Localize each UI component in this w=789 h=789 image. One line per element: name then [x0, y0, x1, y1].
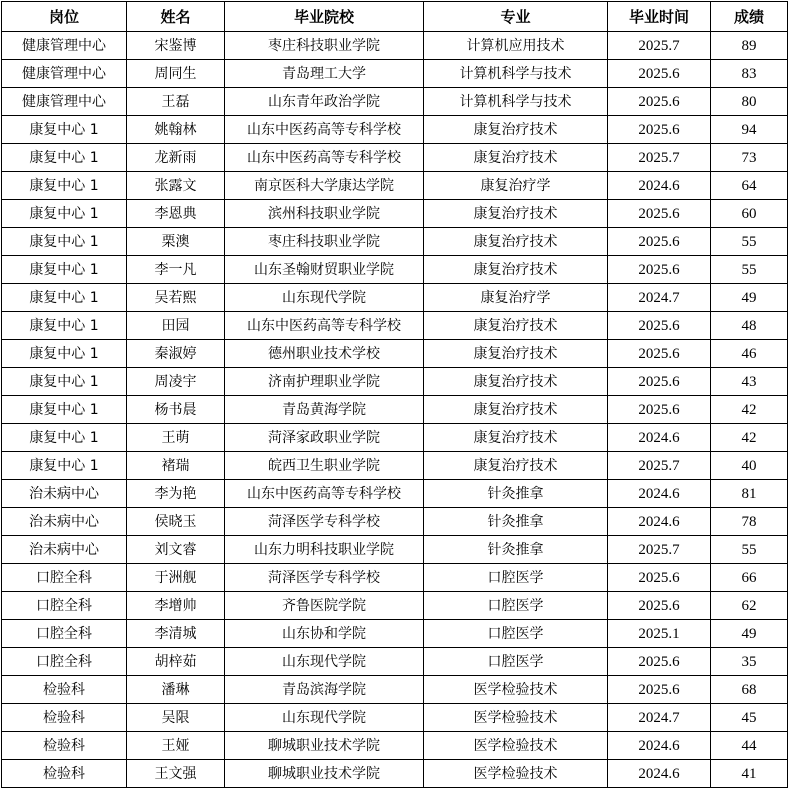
cell-score: 94	[711, 116, 788, 144]
cell-position: 康复中心 1	[2, 144, 127, 172]
cell-school: 山东青年政治学院	[225, 88, 424, 116]
cell-school: 山东中医药高等专科学校	[225, 144, 424, 172]
cell-major: 医学检验技术	[424, 760, 608, 788]
cell-major: 康复治疗学	[424, 284, 608, 312]
table-row	[2, 564, 788, 592]
cell-score: 42	[711, 396, 788, 424]
table-row	[2, 200, 788, 228]
cell-school: 德州职业技术学校	[225, 340, 424, 368]
cell-school: 山东中医药高等专科学校	[225, 312, 424, 340]
cell-position: 健康管理中心	[2, 32, 127, 60]
cell-position: 治未病中心	[2, 480, 127, 508]
cell-graduation-date: 2024.7	[608, 704, 711, 732]
cell-name: 栗澳	[127, 228, 225, 256]
cell-position: 检验科	[2, 676, 127, 704]
cell-school: 南京医科大学康达学院	[225, 172, 424, 200]
cell-graduation-date: 2025.6	[608, 116, 711, 144]
cell-school: 皖西卫生职业学院	[225, 452, 424, 480]
cell-position: 康复中心 1	[2, 284, 127, 312]
cell-position: 康复中心 1	[2, 116, 127, 144]
cell-score: 81	[711, 480, 788, 508]
cell-graduation-date: 2025.7	[608, 452, 711, 480]
cell-name: 周凌宇	[127, 368, 225, 396]
table-row	[2, 704, 788, 732]
cell-score: 49	[711, 620, 788, 648]
cell-score: 41	[711, 760, 788, 788]
cell-score: 42	[711, 424, 788, 452]
cell-major: 康复治疗技术	[424, 340, 608, 368]
cell-major: 计算机应用技术	[424, 32, 608, 60]
header-school: 毕业院校	[225, 2, 424, 32]
table-row	[2, 284, 788, 312]
cell-graduation-date: 2025.6	[608, 340, 711, 368]
cell-score: 35	[711, 648, 788, 676]
table-row	[2, 32, 788, 60]
table-row	[2, 256, 788, 284]
cell-major: 口腔医学	[424, 564, 608, 592]
cell-name: 吴若熙	[127, 284, 225, 312]
header-score: 成绩	[711, 2, 788, 32]
cell-score: 62	[711, 592, 788, 620]
cell-position: 康复中心 1	[2, 396, 127, 424]
cell-school: 齐鲁医院学院	[225, 592, 424, 620]
table-row	[2, 536, 788, 564]
cell-major: 康复治疗技术	[424, 200, 608, 228]
table-row	[2, 508, 788, 536]
cell-name: 褚瑞	[127, 452, 225, 480]
cell-school: 聊城职业技术学院	[225, 732, 424, 760]
cell-position: 口腔全科	[2, 648, 127, 676]
table-row	[2, 60, 788, 88]
header-row	[2, 2, 788, 32]
cell-name: 刘文睿	[127, 536, 225, 564]
cell-graduation-date: 2025.6	[608, 368, 711, 396]
cell-score: 64	[711, 172, 788, 200]
cell-major: 康复治疗技术	[424, 452, 608, 480]
cell-major: 口腔医学	[424, 592, 608, 620]
table-row	[2, 732, 788, 760]
table-row	[2, 144, 788, 172]
cell-score: 78	[711, 508, 788, 536]
cell-name: 吴限	[127, 704, 225, 732]
cell-graduation-date: 2024.6	[608, 508, 711, 536]
cell-position: 康复中心 1	[2, 368, 127, 396]
table-row	[2, 452, 788, 480]
cell-name: 李为艳	[127, 480, 225, 508]
cell-name: 侯晓玉	[127, 508, 225, 536]
cell-score: 45	[711, 704, 788, 732]
cell-position: 治未病中心	[2, 508, 127, 536]
cell-graduation-date: 2025.6	[608, 676, 711, 704]
cell-major: 康复治疗技术	[424, 396, 608, 424]
cell-school: 山东现代学院	[225, 648, 424, 676]
cell-position: 口腔全科	[2, 620, 127, 648]
cell-name: 胡梓茹	[127, 648, 225, 676]
table-row	[2, 620, 788, 648]
cell-position: 健康管理中心	[2, 88, 127, 116]
cell-position: 康复中心 1	[2, 172, 127, 200]
cell-position: 康复中心 1	[2, 340, 127, 368]
table-row	[2, 312, 788, 340]
cell-school: 菏泽家政职业学院	[225, 424, 424, 452]
cell-school: 青岛理工大学	[225, 60, 424, 88]
table-row	[2, 480, 788, 508]
cell-position: 康复中心 1	[2, 200, 127, 228]
cell-position: 康复中心 1	[2, 228, 127, 256]
cell-graduation-date: 2024.6	[608, 480, 711, 508]
cell-score: 46	[711, 340, 788, 368]
cell-school: 山东现代学院	[225, 284, 424, 312]
cell-name: 田园	[127, 312, 225, 340]
cell-position: 康复中心 1	[2, 256, 127, 284]
cell-graduation-date: 2025.6	[608, 592, 711, 620]
cell-score: 55	[711, 536, 788, 564]
cell-school: 山东中医药高等专科学校	[225, 116, 424, 144]
cell-graduation-date: 2024.6	[608, 760, 711, 788]
cell-major: 康复治疗技术	[424, 424, 608, 452]
cell-score: 80	[711, 88, 788, 116]
cell-major: 康复治疗技术	[424, 144, 608, 172]
table-row	[2, 368, 788, 396]
cell-school: 菏泽医学专科学校	[225, 508, 424, 536]
cell-graduation-date: 2024.7	[608, 284, 711, 312]
table-row	[2, 340, 788, 368]
header-name: 姓名	[127, 2, 225, 32]
cell-position: 口腔全科	[2, 564, 127, 592]
cell-graduation-date: 2024.6	[608, 424, 711, 452]
cell-school: 山东圣翰财贸职业学院	[225, 256, 424, 284]
cell-score: 60	[711, 200, 788, 228]
cell-graduation-date: 2025.7	[608, 536, 711, 564]
cell-graduation-date: 2025.1	[608, 620, 711, 648]
cell-graduation-date: 2025.6	[608, 312, 711, 340]
cell-score: 89	[711, 32, 788, 60]
cell-graduation-date: 2025.6	[608, 60, 711, 88]
cell-score: 43	[711, 368, 788, 396]
cell-position: 健康管理中心	[2, 60, 127, 88]
cell-position: 检验科	[2, 704, 127, 732]
table-row	[2, 676, 788, 704]
table-row	[2, 172, 788, 200]
cell-name: 宋鉴博	[127, 32, 225, 60]
cell-name: 姚翰林	[127, 116, 225, 144]
cell-school: 山东中医药高等专科学校	[225, 480, 424, 508]
cell-name: 李清城	[127, 620, 225, 648]
cell-school: 枣庄科技职业学院	[225, 32, 424, 60]
cell-score: 55	[711, 256, 788, 284]
cell-name: 秦淑婷	[127, 340, 225, 368]
table-row	[2, 116, 788, 144]
table-row	[2, 648, 788, 676]
cell-score: 55	[711, 228, 788, 256]
cell-graduation-date: 2025.6	[608, 564, 711, 592]
cell-name: 王萌	[127, 424, 225, 452]
cell-major: 口腔医学	[424, 648, 608, 676]
cell-score: 83	[711, 60, 788, 88]
cell-score: 73	[711, 144, 788, 172]
cell-school: 聊城职业技术学院	[225, 760, 424, 788]
cell-major: 康复治疗技术	[424, 116, 608, 144]
table-row	[2, 228, 788, 256]
cell-name: 于洲舰	[127, 564, 225, 592]
cell-school: 青岛黄海学院	[225, 396, 424, 424]
cell-position: 康复中心 1	[2, 424, 127, 452]
cell-score: 48	[711, 312, 788, 340]
cell-position: 口腔全科	[2, 592, 127, 620]
cell-major: 口腔医学	[424, 620, 608, 648]
cell-name: 王文强	[127, 760, 225, 788]
cell-name: 龙新雨	[127, 144, 225, 172]
cell-graduation-date: 2025.6	[608, 648, 711, 676]
cell-name: 李增帅	[127, 592, 225, 620]
cell-graduation-date: 2024.6	[608, 732, 711, 760]
cell-graduation-date: 2025.6	[608, 396, 711, 424]
cell-school: 山东力明科技职业学院	[225, 536, 424, 564]
table-row	[2, 396, 788, 424]
cell-graduation-date: 2025.7	[608, 32, 711, 60]
cell-name: 张露文	[127, 172, 225, 200]
cell-score: 40	[711, 452, 788, 480]
header-graduation-date: 毕业时间	[608, 2, 711, 32]
cell-name: 李一凡	[127, 256, 225, 284]
cell-graduation-date: 2025.6	[608, 256, 711, 284]
cell-position: 康复中心 1	[2, 452, 127, 480]
cell-major: 医学检验技术	[424, 704, 608, 732]
cell-school: 青岛滨海学院	[225, 676, 424, 704]
cell-position: 康复中心 1	[2, 312, 127, 340]
cell-position: 检验科	[2, 732, 127, 760]
cell-score: 44	[711, 732, 788, 760]
cell-graduation-date: 2025.6	[608, 88, 711, 116]
cell-major: 针灸推拿	[424, 508, 608, 536]
table-row	[2, 424, 788, 452]
cell-name: 杨书晨	[127, 396, 225, 424]
cell-major: 康复治疗技术	[424, 368, 608, 396]
header-position: 岗位	[2, 2, 127, 32]
cell-position: 治未病中心	[2, 536, 127, 564]
cell-major: 针灸推拿	[424, 480, 608, 508]
cell-score: 68	[711, 676, 788, 704]
cell-major: 医学检验技术	[424, 732, 608, 760]
table-row	[2, 760, 788, 788]
cell-major: 计算机科学与技术	[424, 60, 608, 88]
cell-major: 医学检验技术	[424, 676, 608, 704]
cell-graduation-date: 2025.6	[608, 200, 711, 228]
cell-major: 康复治疗技术	[424, 256, 608, 284]
cell-major: 康复治疗学	[424, 172, 608, 200]
cell-score: 66	[711, 564, 788, 592]
cell-major: 针灸推拿	[424, 536, 608, 564]
cell-major: 康复治疗技术	[424, 228, 608, 256]
cell-major: 康复治疗技术	[424, 312, 608, 340]
table-body	[2, 32, 788, 788]
table-row	[2, 592, 788, 620]
cell-score: 49	[711, 284, 788, 312]
cell-name: 周同生	[127, 60, 225, 88]
cell-name: 潘琳	[127, 676, 225, 704]
cell-graduation-date: 2025.7	[608, 144, 711, 172]
cell-name: 王磊	[127, 88, 225, 116]
cell-school: 山东现代学院	[225, 704, 424, 732]
cell-name: 王娅	[127, 732, 225, 760]
cell-name: 李恩典	[127, 200, 225, 228]
cell-major: 计算机科学与技术	[424, 88, 608, 116]
header-major: 专业	[424, 2, 608, 32]
cell-school: 枣庄科技职业学院	[225, 228, 424, 256]
cell-school: 菏泽医学专科学校	[225, 564, 424, 592]
cell-school: 山东协和学院	[225, 620, 424, 648]
cell-graduation-date: 2024.6	[608, 172, 711, 200]
cell-graduation-date: 2025.6	[608, 228, 711, 256]
cell-school: 济南护理职业学院	[225, 368, 424, 396]
cell-school: 滨州科技职业学院	[225, 200, 424, 228]
results-table	[1, 1, 788, 788]
table-row	[2, 88, 788, 116]
cell-position: 检验科	[2, 760, 127, 788]
